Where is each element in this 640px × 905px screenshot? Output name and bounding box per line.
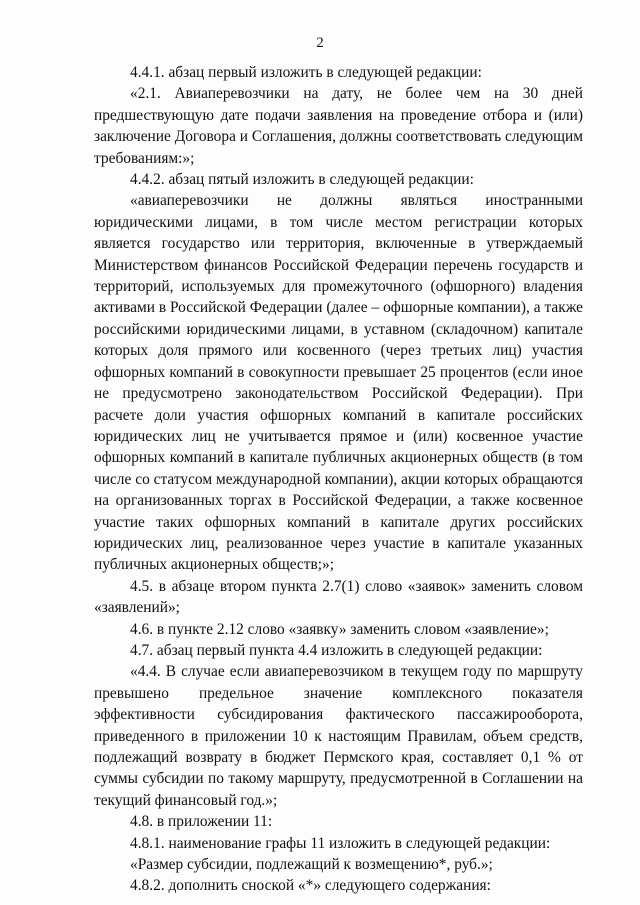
page-number: 2 — [316, 35, 324, 51]
paragraph-4-5: 4.5. в абзаце втором пункта 2.7(1) слово «заявок» заменить словом «заявлений»; — [94, 577, 583, 617]
paragraph-4-7: 4.7. абзац первый пункта 4.4 изложить в следующей редакции: — [130, 641, 543, 659]
paragraph-offshore-requirement: «авиаперевозчики не должны являться иностранными юридическими лицами, в том числе местом регистрации которых является государство или территория, включенные в утверждаемый Министерством финансов Российской Федерации перечень государств и территорий, используемых для промежуточного (офшорного) владения активами в Российской Федерации (далее – офшорные компании), а также российскими юридическими лицами, в уставном (складочном) капитале которых доля прямого или косвенного (через третьих лиц) участия офшорных компаний в совокупности превышает 25 процентов (если иное не предусмотрено законодательством Российской Федерации). При расчете доли участия офшорных компаний в капитале российских юридических лиц не учитывается прямое и (или) косвенное участие офшорных компаний в капитале публичных акционерных обществ (в том числе со статусом международной компании), акции которых обращаются на организованных торгах в Российской Федерации, а также косвенное участие таких офшорных компаний в капитале других российских юридических лиц, реализованное через участие в капитале указанных публичных акционерных обществ;»; — [94, 192, 583, 574]
paragraph-4-8-1: 4.8.1. наименование графы 11 изложить в следующей редакции: — [130, 834, 551, 852]
paragraph-4-4-text: «4.4. В случае если авиаперевозчиком в текущем году по маршруту превышено предельное значение комплексного показателя эффективности субсидирования фактического пассажирооборота, приведенного в приложении 10 к настоящим Правилам, объем средств, подлежащий возврату в бюджет Пермского края, составляет 0,1 % от суммы субсидии по такому маршруту, предусмотренной в Соглашении на текущий финансовый год.»; — [94, 663, 583, 809]
paragraph-4-8-2: 4.8.2. дополнить сноской «*» следующего содержания: — [130, 877, 491, 895]
paragraph-column-11-title: «Размер субсидии, подлежащий к возмещению*, руб.»; — [130, 856, 493, 874]
paragraph-4-4-1: 4.4.1. абзац первый изложить в следующей редакции: — [130, 64, 482, 81]
paragraph-2-1-text: «2.1. Авиаперевозчики на дату, не более чем на 30 дней предшествующую дате подачи заявления на проведение отбора и (или) заключение Договора и Соглашения, должны соответствовать следующим требованиям:»; — [94, 85, 583, 167]
paragraph-4-6: 4.6. в пункте 2.12 слово «заявку» заменить словом «заявление»; — [130, 620, 549, 638]
document-body — [94, 62, 583, 897]
paragraph-4-4-2: 4.4.2. абзац пятый изложить в следующей редакции: — [130, 171, 474, 189]
paragraph-4-8: 4.8. в приложении 11: — [130, 813, 273, 831]
